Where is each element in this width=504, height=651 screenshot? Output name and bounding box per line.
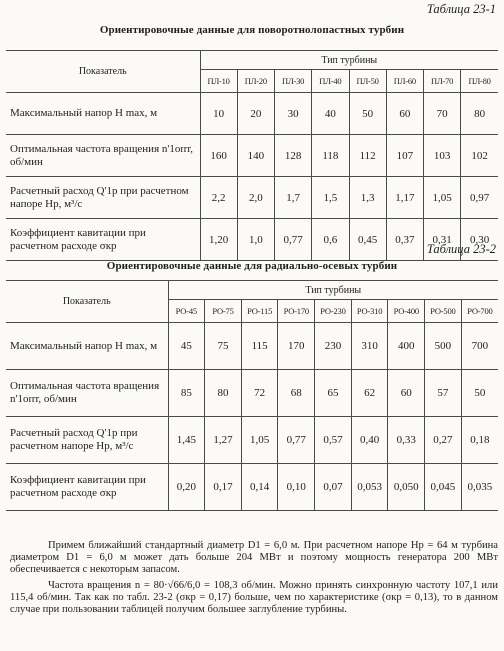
- cell-value: 1,05: [424, 177, 461, 219]
- cell-value: 75: [205, 323, 242, 370]
- row-label: Коэффициент кавитации при расчетном расходе σкр: [6, 464, 168, 511]
- body-text: [10, 540, 498, 619]
- type-header: РО-115: [241, 300, 278, 323]
- cell-value: 0,40: [351, 417, 388, 464]
- cell-value: 0,10: [278, 464, 315, 511]
- cell-value: 107: [386, 135, 423, 177]
- table-row: [6, 417, 498, 464]
- type-header: РО-700: [461, 300, 498, 323]
- cell-value: 30: [275, 93, 312, 135]
- cell-value: 0,97: [461, 177, 498, 219]
- cell-value: 60: [386, 93, 423, 135]
- table-row: [6, 135, 498, 177]
- cell-value: 160: [200, 135, 237, 177]
- row-label: Оптимальная частота вращения n'1опт, об/мин: [6, 370, 168, 417]
- row-label: Оптимальная частота вращения n'1опт, об/мин: [6, 135, 200, 177]
- cell-value: 0,30: [461, 219, 498, 261]
- paragraph: Частота вращения n = 80·√66/6,0 = 108,3 об/мин. Можно принять синхронную частоту 107,1 или 115,4 об/мин. Так как по табл. 23-2 (σкр = 0,17) больше, чем по характеристике (σкр = 0,13), то в данном случае при пользовании таблицей получим большее заглубление турбины.: [10, 579, 498, 616]
- table-row: [6, 219, 498, 261]
- column-header: Показатель: [6, 281, 168, 323]
- table-number: Таблица 23-1: [426, 2, 496, 16]
- cell-value: 140: [237, 135, 274, 177]
- group-header: Тип турбины: [200, 51, 498, 70]
- cell-value: 170: [278, 323, 315, 370]
- cell-value: 57: [425, 370, 462, 417]
- cell-value: 0,77: [275, 219, 312, 261]
- table-row: [6, 464, 498, 511]
- table-row: [6, 177, 498, 219]
- cell-value: 85: [168, 370, 205, 417]
- cell-value: 50: [349, 93, 386, 135]
- table-row: [6, 370, 498, 417]
- cell-value: 0,20: [168, 464, 205, 511]
- cell-value: 1,20: [200, 219, 237, 261]
- cell-value: 1,05: [241, 417, 278, 464]
- data-table: [6, 50, 498, 261]
- cell-value: 1,27: [205, 417, 242, 464]
- cell-value: 0,14: [241, 464, 278, 511]
- type-header: РО-230: [315, 300, 352, 323]
- cell-value: 1,0: [237, 219, 274, 261]
- cell-value: 1,5: [312, 177, 349, 219]
- type-header: РО-75: [205, 300, 242, 323]
- type-header: РО-170: [278, 300, 315, 323]
- type-header: ПЛ-70: [424, 70, 461, 93]
- cell-value: 310: [351, 323, 388, 370]
- data-table: [6, 280, 498, 511]
- cell-value: 0,37: [386, 219, 423, 261]
- cell-value: 20: [237, 93, 274, 135]
- cell-value: 0,035: [461, 464, 498, 511]
- cell-value: 68: [278, 370, 315, 417]
- table-row: [6, 323, 498, 370]
- type-header: РО-310: [351, 300, 388, 323]
- cell-value: 118: [312, 135, 349, 177]
- row-label: Максимальный напор H max, м: [6, 93, 200, 135]
- cell-value: 45: [168, 323, 205, 370]
- cell-value: 0,33: [388, 417, 425, 464]
- type-header: РО-500: [425, 300, 462, 323]
- paragraph: Примем ближайший стандартный диаметр D1 = 6,0 м. При расчетном напоре Hр = 64 м турбина диаметром D1 = 6,0 м может дать больше 204 МВт и поэтому мощность генератора 200 МВт обеспечивается с некоторым запасом.: [10, 540, 498, 576]
- cell-value: 400: [388, 323, 425, 370]
- table-title: Ориентировочные данные для поворотнолопастных турбин: [99, 24, 405, 36]
- cell-value: 0,6: [312, 219, 349, 261]
- cell-value: 62: [351, 370, 388, 417]
- cell-value: 72: [241, 370, 278, 417]
- cell-value: 0,31: [424, 219, 461, 261]
- cell-value: 80: [205, 370, 242, 417]
- cell-value: 0,045: [425, 464, 462, 511]
- column-header: Показатель: [6, 51, 200, 93]
- cell-value: 0,57: [315, 417, 352, 464]
- type-header: ПЛ-80: [461, 70, 498, 93]
- cell-value: 112: [349, 135, 386, 177]
- cell-value: 1,17: [386, 177, 423, 219]
- row-label: Максимальный напор H max, м: [6, 323, 168, 370]
- cell-value: 50: [461, 370, 498, 417]
- cell-value: 0,18: [461, 417, 498, 464]
- type-header: ПЛ-30: [275, 70, 312, 93]
- cell-value: 0,07: [315, 464, 352, 511]
- cell-value: 80: [461, 93, 498, 135]
- type-header: ПЛ-50: [349, 70, 386, 93]
- cell-value: 10: [200, 93, 237, 135]
- cell-value: 1,7: [275, 177, 312, 219]
- cell-value: 102: [461, 135, 498, 177]
- type-header: ПЛ-20: [237, 70, 274, 93]
- cell-value: 2,2: [200, 177, 237, 219]
- cell-value: 128: [275, 135, 312, 177]
- cell-value: 0,053: [351, 464, 388, 511]
- table-number: Таблица 23-2: [426, 242, 496, 256]
- cell-value: 700: [461, 323, 498, 370]
- type-header: ПЛ-10: [200, 70, 237, 93]
- cell-value: 1,3: [349, 177, 386, 219]
- cell-value: 0,17: [205, 464, 242, 511]
- cell-value: 60: [388, 370, 425, 417]
- table-row: [6, 93, 498, 135]
- row-label: Коэффициент кавитации при расчетном расходе σкр: [6, 219, 200, 261]
- cell-value: 230: [315, 323, 352, 370]
- cell-value: 0,45: [349, 219, 386, 261]
- row-label: Расчетный расход Q'1р при расчетном напоре Hр, м³/с: [6, 417, 168, 464]
- cell-value: 115: [241, 323, 278, 370]
- cell-value: 65: [315, 370, 352, 417]
- table-title: Ориентировочные данные для радиально-осевых турбин: [106, 260, 398, 272]
- cell-value: 0,050: [388, 464, 425, 511]
- cell-value: 70: [424, 93, 461, 135]
- type-header: ПЛ-60: [386, 70, 423, 93]
- type-header: ПЛ-40: [312, 70, 349, 93]
- type-header: РО-400: [388, 300, 425, 323]
- group-header: Тип турбины: [168, 281, 498, 300]
- cell-value: 2,0: [237, 177, 274, 219]
- row-label: Расчетный расход Q'1р при расчетном напоре Hр, м³/с: [6, 177, 200, 219]
- cell-value: 1,45: [168, 417, 205, 464]
- cell-value: 500: [425, 323, 462, 370]
- cell-value: 40: [312, 93, 349, 135]
- cell-value: 0,77: [278, 417, 315, 464]
- type-header: РО-45: [168, 300, 205, 323]
- cell-value: 0,27: [425, 417, 462, 464]
- cell-value: 103: [424, 135, 461, 177]
